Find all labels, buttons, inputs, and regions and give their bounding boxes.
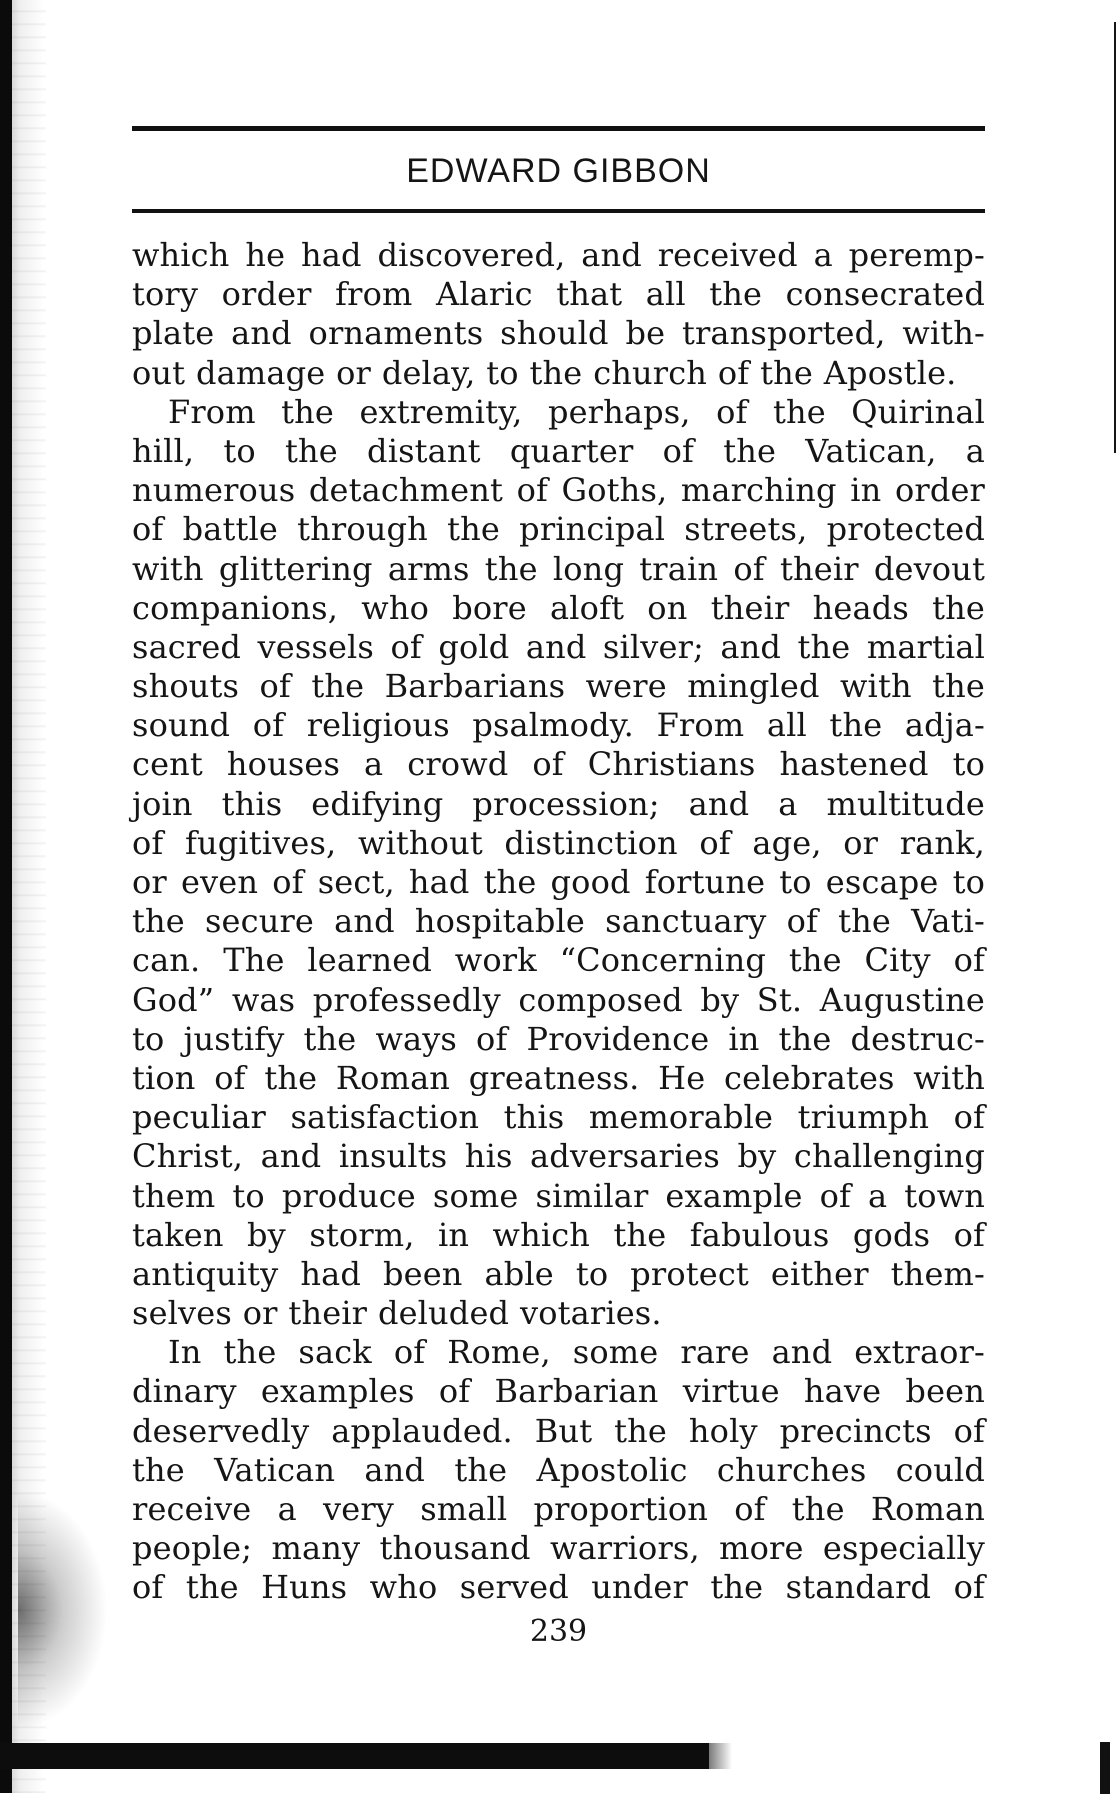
text-line: plate and ornaments should be transported, with-: [132, 314, 985, 353]
text-line: sound of religious psalmody. From all the adja-: [132, 706, 985, 745]
text-line: sacred vessels of gold and silver; and the martial: [132, 627, 985, 666]
text-line: taken by storm, in which the fabulous gods of: [132, 1215, 985, 1254]
text-line: companions, who bore aloft on their heads the: [132, 588, 985, 627]
text-line: the secure and hospitable sanctuary of the Vati-: [132, 902, 985, 941]
text-line: From the extremity, perhaps, of the Quirinal: [168, 392, 985, 431]
body-text: [132, 236, 985, 1607]
text-line: antiquity had been able to protect either them-: [132, 1254, 985, 1293]
text-line: them to produce some similar example of a town: [132, 1176, 985, 1215]
text-line: the Vatican and the Apostolic churches could: [132, 1450, 985, 1489]
lower-gutter-smudge: [18, 1490, 108, 1730]
bottom-scan-edge-fade: [690, 1743, 732, 1769]
text-line: God” was professedly composed by St. Augustine: [132, 980, 985, 1019]
page-number: 239: [529, 1614, 588, 1649]
text-line: numerous detachment of Goths, marching in order: [132, 471, 985, 510]
left-page-edge: [0, 0, 12, 1793]
text-line: of fugitives, without distinction of age, or rank,: [132, 823, 985, 862]
text-line: tion of the Roman greatness. He celebrates with: [132, 1058, 985, 1097]
text-line: peculiar satisfaction this memorable triumph of: [132, 1098, 985, 1137]
text-line: tory order from Alaric that all the consecrated: [132, 275, 985, 314]
text-line: of the Huns who served under the standard of: [132, 1568, 985, 1607]
text-line: which he had discovered, and received a peremp-: [132, 236, 985, 274]
text-line: join this edifying procession; and a multitude: [132, 784, 985, 823]
text-line: hill, to the distant quarter of the Vatican, a: [132, 431, 985, 470]
text-line: In the sack of Rome, some rare and extraor-: [168, 1333, 985, 1372]
text-line: cent houses a crowd of Christians hastened to: [132, 745, 985, 784]
text-line: shouts of the Barbarians were mingled with the: [132, 667, 985, 706]
text-line: with glittering arms the long train of their devout: [132, 549, 985, 588]
text-line: of battle through the principal streets, protected: [132, 510, 985, 549]
text-line: to justify the ways of Providence in the destruc-: [132, 1019, 985, 1058]
text-line: receive a very small proportion of the Roman: [132, 1490, 985, 1528]
text-line: people; many thousand warriors, more especially: [132, 1529, 985, 1568]
text-line: Christ, and insults his adversaries by challenging: [132, 1137, 985, 1176]
text-line: can. The learned work “Concerning the City of: [132, 941, 985, 980]
right-bottom-scan-mark: [1100, 1742, 1110, 1794]
header-top-rule: [132, 126, 985, 131]
text-line: or even of sect, had the good fortune to escape to: [132, 863, 985, 901]
header-bottom-rule: [132, 209, 985, 213]
text-line: selves or their deluded votaries.: [132, 1294, 662, 1333]
text-line: dinary examples of Barbarian virtue have been: [132, 1372, 985, 1411]
text-line: deservedly applauded. But the holy precincts of: [132, 1411, 985, 1450]
bottom-scan-edge: [0, 1743, 709, 1769]
text-line: out damage or delay, to the church of the Apostle.: [132, 353, 957, 392]
running-head-title: EDWARD GIBBON: [406, 152, 711, 190]
